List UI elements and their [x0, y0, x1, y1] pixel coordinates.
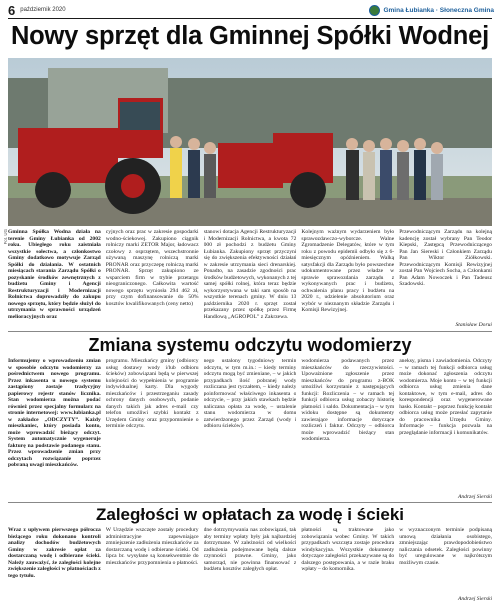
article1-photo [8, 58, 492, 226]
header-divider [8, 18, 492, 19]
issue-date: październik 2020 [20, 7, 66, 13]
article3-text-2: W Urzędzie wszczęte zostały procedury administracyjne zapewniające zmniejszenie zadłużenia mieszkańców za dostarczaną wodę i odbierane ścieki. Od lipca br. wysyłane są konsekwentnie do mieszkańców przypomnienia o płatności. [105, 527, 199, 566]
article3-signature: Andrzej Sierski [457, 596, 492, 602]
article1-text-5: Przewodniczącym Zarządu na kolejną kadencję został wybrany Pan Teodor Kiepski, Zastępcą Przewodniczącego Pan Jan Siereski i Członkiem Zarządu Pan Wiktor Ziółkowski. Przewodniczącym Komisji Rewizyjnej został Pan Wojciech Socha, a Członkami Pan Adam Nowoczek i Pan Tadeusz Szadowski. [399, 229, 492, 287]
article1-body [8, 229, 492, 319]
article2-signature: Andrzej Sierski [457, 494, 492, 500]
page-number: 6 [8, 2, 16, 18]
masthead-logo [369, 5, 494, 16]
article3-text-4: płatności są traktowane jako zobowiązania wobec Gminy. W takich przypadkach wszczęta zostaje procedura windykacyjna. Wszystkie dokumenty dotyczące zaległości przekazywane są do dalszego postępowania, a w razie braku wpłaty – do komornika. [301, 527, 395, 572]
article1-text-4: Kolejnym ważnym wydarzeniem było sprawozdawczo-wyborcze. Walne Zgromadzenie Delegatów, które w tym roku z powodu epidemii odbyło się z 6-miesięcznym opóźnieniem. Walką satysfakcji dla Zarządu było powszechne udokumentowane przez władze w sprawie sprawozdania zarządu z wykonywanych prac i budżetu, ochwalenia planu pracy i budżetu na 2020 r., udzielenie absolutorium oraz wybór w nieznanym składzie Zarządu i Komisji Rewizyjnej. [301, 229, 395, 313]
article2-title: Zmiana systemu odczytu wodomierzy [88, 335, 412, 355]
article3-column-1 [8, 527, 101, 593]
article2-column-4 [301, 358, 394, 493]
article1-column-5 [399, 229, 492, 319]
article2-column-3 [204, 358, 297, 493]
article2-text-2: programu. Mieszkańcy gminy (odbiorcy usług dostawy wody i/lub odbioru ścieków) zobowiązani będą w pierwszej kolejności do wypełnienia w programie indywidualnej karty. Dla wygody mieszkańców i przestrzeganiu zasady ochrony danych osobowych, podanie danych takich jak adres e-mail czy telefon umożliwi szybki kontakt z Urzędem Gminy oraz przypomnienie o terminie odczytu. [105, 358, 199, 429]
article3-title: Zaległości w opłatach za wodę i ścieki [96, 505, 404, 524]
article2-text-5: aneksy, pisma i zawiadomienia. Odczyty – w ramach tej funkcji odbiorca usług może dokonać zgłoszenia odczytu wodomierza. Moje konto – w tej funkcji odbiorca usług zmienia dane kontaktowe, w tym e-mail, adres do korespondencji oraz wygenerowane hasło. Kontakt – poprzez funkcję kontakt odbiorca usług może przesłać zapytanie do pracownika Urzędu Gminy. Informacje – funkcja pozwala na przeglądanie informacji i komunikatów. [399, 358, 492, 436]
article3-text-5: w wyznaczonym terminie podpisaną umową działania osobistego, zmniejszając prawdopodobieństwo naliczania odsetek. Zaległości powinny być uregulowane w najkrótszym możliwym czasie. [399, 527, 492, 566]
article2-column-1 [8, 358, 101, 493]
article1-signature: Stanisław Dorui [455, 322, 492, 328]
article2-column-5 [399, 358, 492, 493]
article2-text-3: nego ustalony tygodniowy termin odczytu, w tym m.in.: – kiedy terminy odczytu mogą być zmieniane, – w jakich przypadkach ilość pobranej wody rozliczana jest ryczałtem, – kiedy należy poinformować właściwego inkasenta o odczycie, – przy jakich stawkach będzie naliczana opłata za wodę, – ustalenie stanu wodomierza w domu zatwierdzonego przez Zarząd (wody i odbioru ścieków). [203, 358, 297, 429]
photo-caption: Fot. UG [3, 229, 8, 245]
section-divider-1 [8, 331, 492, 332]
article3-column-2 [106, 527, 199, 593]
article1-text-2: cyjnych oraz prac w zakresie gospodarki wodno-ściekowej. Zakupiono ciągnik rolniczy marki ZETOR Major, ładowacz czołowy z osprzętem, wszechstronnie używaną maszynę rolniczą marki PRONAR oraz przyczepę rolniczą marki PRONAR. Sprzęt zakupiono ze wsparciem firm w trybie przetargu nieograniczonego. Całkowita wartość nowego sprzętu wyniosła 294 462 zł, przy czym dofinansowanie do 50% kosztów kwalifikowanych (ceny netto) [105, 229, 199, 307]
article3-lead: Wraz z upływem pierwszego półrocza bieżącego roku dokonano kontroli analizy dochodów budżetowych Gminy w zakresie opłat za dostarczaną wodę i odbierane ścieki. Należy zauważyć, że zaległości kolejne zwiększenie zaległości w płatnościach z tego tytułu. [8, 527, 101, 579]
article1-lead: Gminna Spółka Wodna działa na terenie Gminy Łubianka od 2002 roku. Ubiegłego roku zaistniała wszystkie sołectwa, a członkostwo Gminy dodatkowo motywuje Zarząd Spółki do działania. W ostatnich miesiącach starania Zarządu Spółki o pozyskanie środków zewnętrznych z budżetu Gminy i Agencji Restrukturyzacji i Modernizacji Rolnictwa doprowadziły do zakupu nowego sprzętu, który będzie służył do utrzymania w sprawności urządzeń melioracyjnych oraz [8, 229, 101, 319]
logo-text: Gmina Łubianka · Słoneczna Gmina [383, 6, 494, 14]
article1-column-4 [301, 229, 394, 319]
gmina-emblem-icon [369, 5, 380, 16]
article2-text-4: wodomierza podawanych przez mieszkańców do rzeczywistości. Upoważnione zgłoszenie przez mieszkańców do programu z-BOK umożliwi korzystanie z następujących funkcji: Rozliczenia – w ramach tej funkcji odbiorca usług zobaczy historię płatności i saldo. Dokumentacja – w tym widoku dostępne są dokumenty zawierające informacje dotyczące rozliczeń i faktur. Odczyty – odbiorca może wprowadzić bieżący stan wodomierza. [301, 358, 395, 442]
article1-title: Nowy sprzęt dla Gminnej Spółki Wodnej [10, 22, 490, 50]
page-header [8, 3, 494, 17]
article2-body [8, 358, 492, 493]
article2-lead: Informujemy o wprowadzeniu zmian w sposobie odczytu wodomierzy za pośrednictwem nowego programu. Przez inkasenta u nowego systemu zastąpiony zostaje tradycyjny papierowy rejestr stanów licznika. Stan wodomierza można podać również przez specjalny formularz na stronie internetowej: www.lubianka.pl w zakładce „ODCZYTY”. Każdy mieszkaniec, który posiada konto, może wprowadzić bieżący odczyt. System automatycznie wygeneruje fakturę na podstawie podanego stanu. Przez wprowadzenie zmian przy odczytach rozwiązanie poprzez pobraną uwagi mieszkańców. [8, 358, 101, 468]
section-divider-2 [8, 502, 492, 503]
article3-body [8, 527, 492, 593]
article1-column-2 [106, 229, 199, 319]
article1-column-3 [204, 229, 297, 319]
article3-text-3: dne dotrzymywania nas zobowiązań, tak aby terminy wpłaty były jak najbardziej dotrzymane. W zależności od wielkości zadłużenia podejmowane będą dalsze czynności prawne. Gminy, jako samorząd, nie powinna finansować z budżetu kosztów zaległych opłat. [203, 527, 297, 572]
article3-column-4 [301, 527, 394, 593]
article1-column-1 [8, 229, 101, 319]
article3-column-5 [399, 527, 492, 593]
article1-text-3: stanowi dotacja Agencji Restrukturyzacji i Modernizacji Rolnictwa, a kwota 72 000 zł pochodzi z budżetu Gminy Łubianka. Zakupiony sprzęt przyczyni się do zwiększenia efektywności działań w zakresie utrzymania sieci drenarskiej. Ponadto, na zasadzie zgodności prac środków budżetowych, wykonanych z tej samej spółki rolnej, która teraz będzie wykorzystywana w taki sam sposób na wszystkie terenach gminy. W dniu 13 października 2020 r. sprzęt został przekazany przez spółkę przez Firmę Handlową „AGROPOL” z Zakrzewa. [203, 229, 297, 319]
article2-column-2 [106, 358, 199, 493]
article3-column-3 [204, 527, 297, 593]
